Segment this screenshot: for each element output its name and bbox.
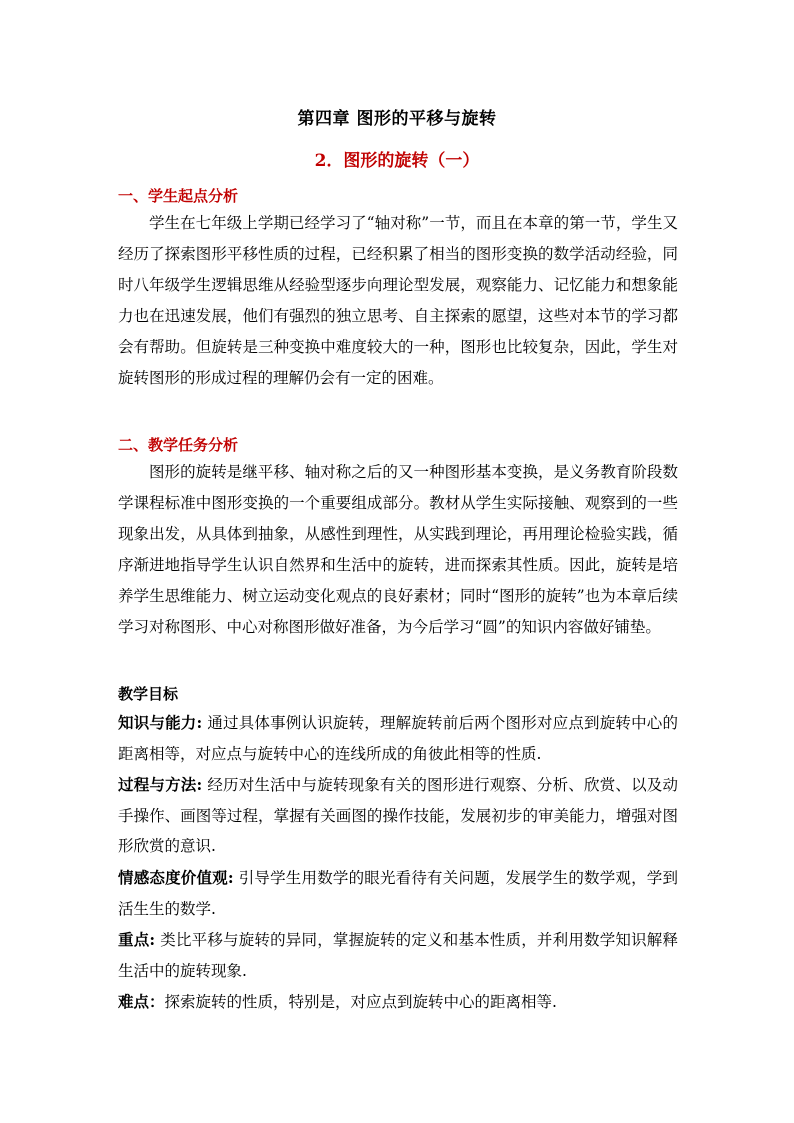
goal-knowledge	[118, 708, 678, 769]
goal-attitude	[118, 863, 678, 924]
goal-label: 难点：	[118, 992, 165, 1011]
lesson-title: 2．图形的旋转（一）	[314, 151, 480, 171]
section2-body: 图形的旋转是继平移、轴对称之后的又一种图形基本变换，是义务教育阶段数学课程标准中图形变换的一个重要组成部分。教材从学生实际接触、观察到的一些现象出发，从具体到抽象，从感性到理性，从实践到理论，再用理论检验实践，循序渐进地指导学生认识自然界和生活中的旋转，进而探索其性质。因此，旋转是培养学生思维能力、树立运动变化观点的良好素材；同时“图形的旋转”也为本章后续学习对称图形、中心对称图形做好准备，为今后学习“圆”的知识内容做好铺垫。	[118, 463, 678, 636]
goals-heading: 教学目标	[118, 685, 179, 703]
section2-heading: 二、教学任务分析	[118, 436, 239, 454]
chapter-title: 第四章 图形的平移与旋转	[297, 109, 497, 129]
goal-label: 重点:	[118, 930, 156, 949]
difficult-point	[118, 987, 678, 1018]
goal-text: 通过具体事例认识旋转，理解旋转前后两个图形对应点到旋转中心的距离相等，对应点与旋转中心的连线所成的角彼此相等的性质.	[118, 714, 678, 763]
goal-label: 情感态度价值观:	[118, 868, 234, 887]
goal-label: 过程与方法:	[118, 775, 203, 794]
goal-text: 类比平移与旋转的异同，掌握旋转的定义和基本性质，并利用数学知识解释生活中的旋转现象.	[118, 931, 678, 980]
key-point	[118, 925, 678, 986]
section1-heading: 一、学生起点分析	[118, 187, 239, 205]
goal-text: 经历对生活中与旋转现象有关的图形进行观察、分析、欣赏、以及动手操作、画图等过程，掌握有关画图的操作技能，发展初步的审美能力，增强对图形欣赏的意识.	[118, 776, 678, 855]
goal-text: 探索旋转的性质，特别是，对应点到旋转中心的距离相等.	[164, 993, 557, 1011]
goal-label: 知识与能力:	[118, 713, 203, 732]
section1-body: 学生在七年级上学期已经学习了“轴对称”一节，而且在本章的第一节，学生又经历了探索图形平移性质的过程，已经积累了相当的图形变换的数学活动经验，同时八年级学生逻辑思维从经验型逐步向理论型发展，观察能力、记忆能力和想象能力也在迅速发展，他们有强烈的独立思考、自主探索的愿望，这些对本节的学习都会有帮助。但旋转是三种变换中难度较大的一种，图形也比较复杂，因此，学生对旋转图形的形成过程的理解仍会有一定的困难。	[118, 214, 678, 387]
goal-process	[118, 770, 678, 862]
goal-text: 引导学生用数学的眼光看待有关问题，发展学生的数学观，学到活生生的数学.	[118, 869, 678, 918]
